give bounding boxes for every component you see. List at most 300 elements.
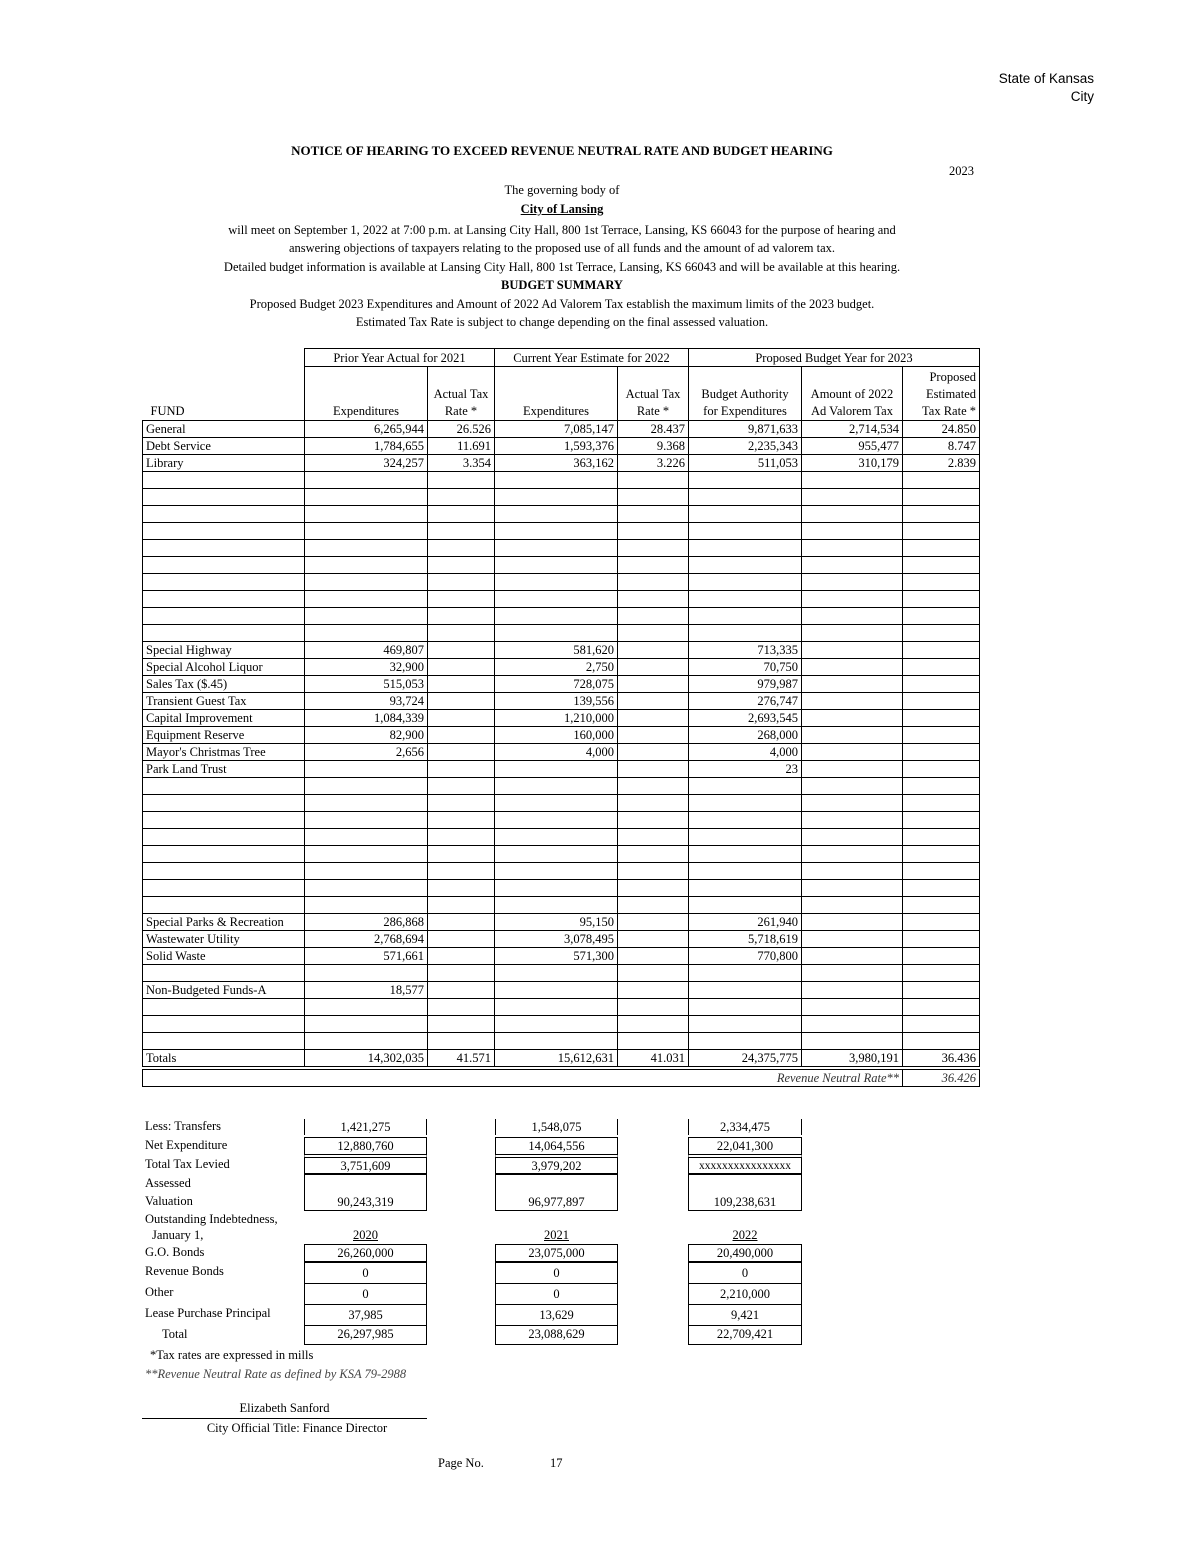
other-label: Other bbox=[145, 1285, 174, 1299]
budget-authority-2023: 276,747 bbox=[689, 693, 802, 710]
rate-2021 bbox=[428, 693, 495, 710]
expenditures-2021 bbox=[305, 812, 428, 829]
ad-valorem-2022 bbox=[802, 999, 903, 1016]
ad-valorem-2022 bbox=[802, 523, 903, 540]
expenditures-2022 bbox=[495, 540, 618, 557]
budget-authority-2023 bbox=[689, 863, 802, 880]
rate-2021 bbox=[428, 489, 495, 506]
city-label: City bbox=[1070, 89, 1094, 104]
expenditures-2021: 82,900 bbox=[305, 727, 428, 744]
fund-name: Special Parks & Recreation bbox=[143, 914, 305, 931]
col-budget-authority: Budget Authority for Expenditures bbox=[689, 367, 802, 421]
expenditures-2021 bbox=[305, 999, 428, 1016]
expenditures-2022 bbox=[495, 506, 618, 523]
budget-authority-2023 bbox=[689, 540, 802, 557]
ad-valorem-2022 bbox=[802, 489, 903, 506]
fund-row bbox=[143, 608, 980, 625]
page-number: 17 bbox=[550, 1456, 563, 1470]
fund-row bbox=[143, 455, 980, 472]
notice-line-4: Proposed Budget 2023 Expenditures and Amount of 2022 Ad Valorem Tax establish the maximum limits of the 2023 budget. bbox=[249, 297, 875, 311]
rate-2022 bbox=[618, 761, 689, 778]
other-2020: 0 bbox=[304, 1283, 427, 1305]
assessed-valuation-2021: 90,243,319 bbox=[304, 1173, 427, 1211]
debt-year-2022: 2022 bbox=[732, 1228, 758, 1242]
fund-row bbox=[143, 778, 980, 795]
fund-row bbox=[143, 1016, 980, 1033]
fund-row bbox=[143, 931, 980, 948]
less-transfers-label: Less: Transfers bbox=[145, 1119, 222, 1133]
rate-2022: 28.437 bbox=[618, 421, 689, 438]
budget-authority-2023 bbox=[689, 557, 802, 574]
estimated-rate-2023 bbox=[903, 880, 980, 897]
fund-name bbox=[143, 608, 305, 625]
expenditures-2022: 7,085,147 bbox=[495, 421, 618, 438]
rate-2021 bbox=[428, 795, 495, 812]
fund-row bbox=[143, 438, 980, 455]
rate-2021 bbox=[428, 999, 495, 1016]
notice-year: 2023 bbox=[949, 164, 974, 178]
assessed-label: Assessed bbox=[145, 1176, 191, 1190]
revenue-bonds-2021: 0 bbox=[495, 1262, 618, 1284]
rate-2021: 11.691 bbox=[428, 438, 495, 455]
rate-2021 bbox=[428, 557, 495, 574]
expenditures-2022 bbox=[495, 489, 618, 506]
estimated-rate-2023 bbox=[903, 557, 980, 574]
budget-authority-2023 bbox=[689, 1033, 802, 1050]
ad-valorem-2022 bbox=[802, 727, 903, 744]
ad-valorem-2022 bbox=[802, 914, 903, 931]
ad-valorem-2022 bbox=[802, 948, 903, 965]
expenditures-2021 bbox=[305, 1016, 428, 1033]
rate-2022 bbox=[618, 523, 689, 540]
fund-name: Park Land Trust bbox=[143, 761, 305, 778]
go-bonds-label: G.O. Bonds bbox=[145, 1245, 205, 1259]
expenditures-2022 bbox=[495, 982, 618, 999]
expenditures-2022: 2,750 bbox=[495, 659, 618, 676]
rate-2021 bbox=[428, 472, 495, 489]
expenditures-2022 bbox=[495, 999, 618, 1016]
expenditures-2021 bbox=[305, 863, 428, 880]
fund-name bbox=[143, 812, 305, 829]
ad-valorem-2022 bbox=[802, 829, 903, 846]
expenditures-2022 bbox=[495, 1016, 618, 1033]
rate-2021 bbox=[428, 676, 495, 693]
expenditures-2022 bbox=[495, 812, 618, 829]
rate-2022: 3.226 bbox=[618, 455, 689, 472]
expenditures-2022 bbox=[495, 1033, 618, 1050]
estimated-rate-2023 bbox=[903, 931, 980, 948]
budget-authority-2023 bbox=[689, 472, 802, 489]
rate-2022 bbox=[618, 642, 689, 659]
fund-name bbox=[143, 523, 305, 540]
rate-2022 bbox=[618, 897, 689, 914]
ad-valorem-2022 bbox=[802, 965, 903, 982]
estimated-rate-2023: 2.839 bbox=[903, 455, 980, 472]
state-label: State of Kansas bbox=[998, 71, 1094, 86]
expenditures-2022 bbox=[495, 795, 618, 812]
expenditures-2021 bbox=[305, 625, 428, 642]
fund-row bbox=[143, 489, 980, 506]
budget-authority-2023: 23 bbox=[689, 761, 802, 778]
estimated-rate-2023 bbox=[903, 999, 980, 1016]
ad-valorem-2022 bbox=[802, 472, 903, 489]
rate-2021 bbox=[428, 897, 495, 914]
fund-name: Transient Guest Tax bbox=[143, 693, 305, 710]
ad-valorem-2022 bbox=[802, 982, 903, 999]
rate-2021 bbox=[428, 710, 495, 727]
budget-summary-table bbox=[142, 348, 980, 1087]
budget-authority-2023: 261,940 bbox=[689, 914, 802, 931]
less-transfers-2023: 2,334,475 bbox=[688, 1119, 802, 1135]
ad-valorem-2022 bbox=[802, 897, 903, 914]
estimated-rate-2023 bbox=[903, 846, 980, 863]
col-rate-2022: Actual Tax Rate * bbox=[618, 367, 689, 421]
fund-row bbox=[143, 591, 980, 608]
expenditures-2021 bbox=[305, 880, 428, 897]
rate-2022 bbox=[618, 727, 689, 744]
fund-name: Sales Tax ($.45) bbox=[143, 676, 305, 693]
ad-valorem-2022 bbox=[802, 812, 903, 829]
fund-row bbox=[143, 557, 980, 574]
revenue-bonds-2020: 0 bbox=[304, 1262, 427, 1284]
fund-row bbox=[143, 812, 980, 829]
expenditures-2021 bbox=[305, 489, 428, 506]
totals-label: Totals bbox=[143, 1050, 305, 1069]
expenditures-2021 bbox=[305, 608, 428, 625]
lease-purchase-label: Lease Purchase Principal bbox=[145, 1306, 271, 1320]
estimated-rate-2023 bbox=[903, 829, 980, 846]
expenditures-2022 bbox=[495, 829, 618, 846]
outstanding-indebtedness-label: Outstanding Indebtedness, bbox=[145, 1212, 278, 1226]
estimated-rate-2023 bbox=[903, 506, 980, 523]
expenditures-2021 bbox=[305, 795, 428, 812]
total-tax-levied-2021: 3,751,609 bbox=[304, 1157, 427, 1175]
expenditures-2021 bbox=[305, 761, 428, 778]
fund-row bbox=[143, 999, 980, 1016]
budget-authority-2023: 511,053 bbox=[689, 455, 802, 472]
ad-valorem-2022 bbox=[802, 846, 903, 863]
rate-2022 bbox=[618, 846, 689, 863]
budget-authority-2023: 2,235,343 bbox=[689, 438, 802, 455]
fund-name: Solid Waste bbox=[143, 948, 305, 965]
fund-row bbox=[143, 795, 980, 812]
valuation-label: Valuation bbox=[145, 1194, 193, 1208]
rate-2022 bbox=[618, 1016, 689, 1033]
expenditures-2022 bbox=[495, 778, 618, 795]
budget-authority-2023 bbox=[689, 506, 802, 523]
expenditures-2022 bbox=[495, 472, 618, 489]
expenditures-2021 bbox=[305, 897, 428, 914]
ad-valorem-2022 bbox=[802, 574, 903, 591]
rate-2022 bbox=[618, 693, 689, 710]
totals-budget-authority: 24,375,775 bbox=[689, 1050, 802, 1069]
estimated-rate-2023 bbox=[903, 727, 980, 744]
notice-line-2: answering objections of taxpayers relating to the proposed use of all funds and the amount of ad valorem tax. bbox=[288, 241, 836, 255]
rate-2022 bbox=[618, 863, 689, 880]
expenditures-2021 bbox=[305, 965, 428, 982]
col-ad-valorem: Amount of 2022 Ad Valorem Tax bbox=[802, 367, 903, 421]
fund-name: Special Highway bbox=[143, 642, 305, 659]
expenditures-2022 bbox=[495, 863, 618, 880]
fund-row bbox=[143, 540, 980, 557]
fund-row bbox=[143, 625, 980, 642]
rate-2022 bbox=[618, 710, 689, 727]
budget-authority-2023 bbox=[689, 1016, 802, 1033]
revenue-neutral-rate-value: 36.426 bbox=[903, 1068, 980, 1087]
ad-valorem-2022 bbox=[802, 1033, 903, 1050]
rate-2022 bbox=[618, 965, 689, 982]
total-tax-levied-2022: 3,979,202 bbox=[495, 1157, 618, 1175]
expenditures-2022: 363,162 bbox=[495, 455, 618, 472]
signatory-title: City Official Title: Finance Director bbox=[206, 1421, 388, 1435]
budget-authority-2023: 770,800 bbox=[689, 948, 802, 965]
go-bonds-2021: 23,075,000 bbox=[495, 1244, 618, 1262]
estimated-rate-2023 bbox=[903, 982, 980, 999]
rate-2022 bbox=[618, 659, 689, 676]
fund-row bbox=[143, 642, 980, 659]
fund-row bbox=[143, 472, 980, 489]
net-expenditure-2021: 12,880,760 bbox=[304, 1137, 427, 1158]
expenditures-2021 bbox=[305, 574, 428, 591]
expenditures-2022: 95,150 bbox=[495, 914, 618, 931]
fund-name bbox=[143, 540, 305, 557]
total-tax-levied-label: Total Tax Levied bbox=[145, 1157, 230, 1171]
estimated-rate-2023 bbox=[903, 965, 980, 982]
expenditures-2022 bbox=[495, 761, 618, 778]
fund-name bbox=[143, 489, 305, 506]
expenditures-2022: 139,556 bbox=[495, 693, 618, 710]
net-expenditure-2023: 22,041,300 bbox=[688, 1137, 802, 1158]
expenditures-2021: 18,577 bbox=[305, 982, 428, 999]
go-bonds-2020: 26,260,000 bbox=[304, 1244, 427, 1262]
expenditures-2021 bbox=[305, 778, 428, 795]
expenditures-2022: 728,075 bbox=[495, 676, 618, 693]
debt-year-2020: 2020 bbox=[353, 1228, 378, 1242]
rate-2022 bbox=[618, 880, 689, 897]
budget-authority-2023 bbox=[689, 812, 802, 829]
expenditures-2022: 3,078,495 bbox=[495, 931, 618, 948]
ad-valorem-2022 bbox=[802, 778, 903, 795]
rate-2021 bbox=[428, 608, 495, 625]
fund-row bbox=[143, 880, 980, 897]
debt-total-2021: 23,088,629 bbox=[495, 1325, 618, 1345]
group-header-prior: Prior Year Actual for 2021 bbox=[305, 349, 495, 367]
budget-authority-2023: 2,693,545 bbox=[689, 710, 802, 727]
rate-2022 bbox=[618, 472, 689, 489]
fund-name bbox=[143, 1033, 305, 1050]
expenditures-2022: 1,593,376 bbox=[495, 438, 618, 455]
signatory-name: Elizabeth Sanford bbox=[239, 1401, 330, 1415]
budget-summary-heading: BUDGET SUMMARY bbox=[501, 278, 623, 292]
ad-valorem-2022 bbox=[802, 744, 903, 761]
budget-authority-2023 bbox=[689, 982, 802, 999]
ad-valorem-2022 bbox=[802, 863, 903, 880]
rate-2021 bbox=[428, 761, 495, 778]
estimated-rate-2023 bbox=[903, 540, 980, 557]
rate-2021 bbox=[428, 523, 495, 540]
fund-name: Capital Improvement bbox=[143, 710, 305, 727]
expenditures-2022 bbox=[495, 880, 618, 897]
fund-name bbox=[143, 880, 305, 897]
budget-authority-2023: 268,000 bbox=[689, 727, 802, 744]
rate-2022 bbox=[618, 914, 689, 931]
rate-2022 bbox=[618, 540, 689, 557]
ad-valorem-2022 bbox=[802, 642, 903, 659]
rate-2021 bbox=[428, 642, 495, 659]
budget-authority-2023: 70,750 bbox=[689, 659, 802, 676]
fund-row bbox=[143, 506, 980, 523]
expenditures-2021 bbox=[305, 1033, 428, 1050]
expenditures-2021: 32,900 bbox=[305, 659, 428, 676]
fund-name bbox=[143, 1016, 305, 1033]
ad-valorem-2022: 2,714,534 bbox=[802, 421, 903, 438]
fund-name: Wastewater Utility bbox=[143, 931, 305, 948]
estimated-rate-2023 bbox=[903, 472, 980, 489]
estimated-rate-2023 bbox=[903, 1016, 980, 1033]
budget-authority-2023: 979,987 bbox=[689, 676, 802, 693]
debt-total-2022: 22,709,421 bbox=[688, 1325, 802, 1345]
revenue-bonds-2022: 0 bbox=[688, 1262, 802, 1284]
totals-rate-2022: 41.031 bbox=[618, 1050, 689, 1069]
fund-name: General bbox=[143, 421, 305, 438]
ad-valorem-2022 bbox=[802, 761, 903, 778]
ad-valorem-2022 bbox=[802, 1016, 903, 1033]
rate-2022 bbox=[618, 608, 689, 625]
other-2022: 2,210,000 bbox=[688, 1283, 802, 1305]
fund-name bbox=[143, 965, 305, 982]
ad-valorem-2022 bbox=[802, 608, 903, 625]
signature-line bbox=[142, 1418, 427, 1419]
go-bonds-2022: 20,490,000 bbox=[688, 1244, 802, 1262]
ad-valorem-2022 bbox=[802, 710, 903, 727]
fund-row bbox=[143, 710, 980, 727]
fund-row bbox=[143, 965, 980, 982]
expenditures-2021: 6,265,944 bbox=[305, 421, 428, 438]
less-transfers-2022: 1,548,075 bbox=[495, 1119, 618, 1135]
budget-authority-2023: 4,000 bbox=[689, 744, 802, 761]
fund-row bbox=[143, 421, 980, 438]
estimated-rate-2023 bbox=[903, 914, 980, 931]
fund-row bbox=[143, 982, 980, 999]
notice-title: NOTICE OF HEARING TO EXCEED REVENUE NEUTRAL RATE AND BUDGET HEARING bbox=[291, 143, 833, 158]
fund-row bbox=[143, 829, 980, 846]
rate-2022 bbox=[618, 625, 689, 642]
rate-2021 bbox=[428, 744, 495, 761]
less-transfers-2021: 1,421,275 bbox=[304, 1119, 427, 1135]
lease-purchase-2022: 9,421 bbox=[688, 1304, 802, 1326]
budget-authority-2023 bbox=[689, 880, 802, 897]
fund-name: Mayor's Christmas Tree bbox=[143, 744, 305, 761]
expenditures-2021: 1,084,339 bbox=[305, 710, 428, 727]
rate-2021 bbox=[428, 965, 495, 982]
estimated-rate-2023 bbox=[903, 676, 980, 693]
totals-exp-2022: 15,612,631 bbox=[495, 1050, 618, 1069]
rate-2022 bbox=[618, 591, 689, 608]
fund-row bbox=[143, 676, 980, 693]
fund-name bbox=[143, 472, 305, 489]
ad-valorem-2022 bbox=[802, 659, 903, 676]
ad-valorem-2022 bbox=[802, 693, 903, 710]
fund-row bbox=[143, 744, 980, 761]
rate-2021 bbox=[428, 1033, 495, 1050]
fund-row bbox=[143, 1033, 980, 1050]
estimated-rate-2023 bbox=[903, 659, 980, 676]
debt-total-2020: 26,297,985 bbox=[304, 1325, 427, 1345]
expenditures-2021: 1,784,655 bbox=[305, 438, 428, 455]
rate-2021 bbox=[428, 863, 495, 880]
expenditures-2021 bbox=[305, 472, 428, 489]
ad-valorem-2022: 310,179 bbox=[802, 455, 903, 472]
expenditures-2022 bbox=[495, 557, 618, 574]
budget-authority-2023 bbox=[689, 523, 802, 540]
rate-2021: 3.354 bbox=[428, 455, 495, 472]
estimated-rate-2023 bbox=[903, 710, 980, 727]
estimated-rate-2023 bbox=[903, 795, 980, 812]
rate-2021 bbox=[428, 506, 495, 523]
fund-name bbox=[143, 829, 305, 846]
rate-2021 bbox=[428, 914, 495, 931]
rate-2021 bbox=[428, 982, 495, 999]
governing-body-text: The governing body of bbox=[504, 183, 620, 197]
expenditures-2021 bbox=[305, 591, 428, 608]
budget-authority-2023 bbox=[689, 591, 802, 608]
expenditures-2022 bbox=[495, 591, 618, 608]
net-expenditure-label: Net Expenditure bbox=[145, 1138, 228, 1152]
expenditures-2022: 581,620 bbox=[495, 642, 618, 659]
budget-authority-2023 bbox=[689, 778, 802, 795]
budget-authority-2023 bbox=[689, 489, 802, 506]
fund-name bbox=[143, 846, 305, 863]
fund-row bbox=[143, 948, 980, 965]
budget-authority-2023 bbox=[689, 795, 802, 812]
fund-row bbox=[143, 574, 980, 591]
estimated-rate-2023 bbox=[903, 523, 980, 540]
revenue-neutral-rate-label: Revenue Neutral Rate** bbox=[143, 1068, 903, 1087]
col-estimated-rate: Proposed Estimated Tax Rate * bbox=[903, 367, 980, 421]
rate-2022: 9.368 bbox=[618, 438, 689, 455]
rate-2021 bbox=[428, 574, 495, 591]
fund-row bbox=[143, 863, 980, 880]
totals-rate-2021: 41.571 bbox=[428, 1050, 495, 1069]
expenditures-2021 bbox=[305, 557, 428, 574]
fund-name: Special Alcohol Liquor bbox=[143, 659, 305, 676]
estimated-rate-2023: 8.747 bbox=[903, 438, 980, 455]
expenditures-2021: 515,053 bbox=[305, 676, 428, 693]
rate-2021 bbox=[428, 1016, 495, 1033]
expenditures-2021 bbox=[305, 540, 428, 557]
estimated-rate-2023 bbox=[903, 625, 980, 642]
lease-purchase-2020: 37,985 bbox=[304, 1304, 427, 1326]
estimated-rate-2023 bbox=[903, 642, 980, 659]
budget-authority-2023 bbox=[689, 608, 802, 625]
ad-valorem-2022 bbox=[802, 557, 903, 574]
ad-valorem-2022 bbox=[802, 880, 903, 897]
page-label: Page No. bbox=[438, 1456, 484, 1470]
fund-row bbox=[143, 659, 980, 676]
expenditures-2021: 2,768,694 bbox=[305, 931, 428, 948]
estimated-rate-2023 bbox=[903, 744, 980, 761]
rate-2022 bbox=[618, 574, 689, 591]
lease-purchase-2021: 13,629 bbox=[495, 1304, 618, 1326]
col-rate-2021: Actual Tax Rate * bbox=[428, 367, 495, 421]
january-label: January 1, bbox=[152, 1228, 204, 1242]
rate-2022 bbox=[618, 999, 689, 1016]
fund-row bbox=[143, 914, 980, 931]
fund-name bbox=[143, 999, 305, 1016]
fund-name: Equipment Reserve bbox=[143, 727, 305, 744]
rate-2022 bbox=[618, 778, 689, 795]
expenditures-2021: 2,656 bbox=[305, 744, 428, 761]
